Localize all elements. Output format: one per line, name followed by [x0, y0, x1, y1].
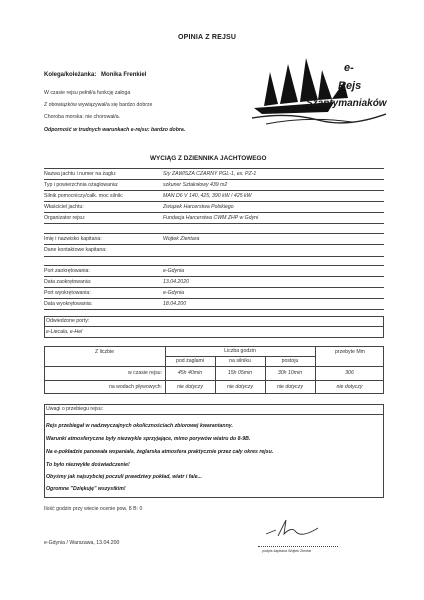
- yacht-value: Związek Harcerstwa Polskiego: [163, 204, 234, 210]
- divider: [44, 276, 384, 277]
- logo-szantymaniakow: Szantymaniaków: [306, 98, 387, 109]
- remarks-line: Obyśmy jak najszybciej poczuli prawdziwy pokład, wiatr i fale...: [46, 474, 202, 480]
- signature-line: [258, 546, 338, 547]
- remarks-line: Ogromne "Dziękuję" wszystkim!: [46, 486, 126, 492]
- statement: Z obowiązków wywiązywał/a się bardzo dobrze: [44, 102, 153, 108]
- divider: [44, 298, 384, 299]
- page-title: OPINIA Z REJSU: [178, 34, 237, 41]
- remarks-line: To było niezwykłe doświadczenie!: [46, 462, 130, 468]
- remarks-label: Uwagi o przebiegu rejsu:: [46, 406, 104, 412]
- divider: [44, 179, 384, 180]
- divider: [44, 309, 384, 310]
- table-row-label: w czasie rejsu:: [127, 370, 162, 376]
- remarks-line: Na e-pokładzie panowała wspaniała, żeglarska atmosfera praktycznie przez cały okres rejsu.: [46, 449, 274, 455]
- table-cell: nie dotyczy: [277, 384, 303, 390]
- port-value: e-Gdynia: [163, 268, 185, 274]
- table-subheader: na silniku: [229, 358, 251, 364]
- signature-caption: podpis kapitana Wojtek Zientar: [262, 549, 312, 553]
- statement: Choroba morska: nie chorował/a.: [44, 114, 121, 120]
- table-cell: 306: [345, 370, 354, 376]
- divider: [44, 414, 384, 415]
- logo-rejs: Rejs: [338, 80, 362, 92]
- table-row-divider: [165, 356, 315, 357]
- port-label: Data zaokrętowania:: [44, 279, 92, 285]
- resilience-note: Odporność w trudnych warunkach e-rejsu: bardzo dobra.: [44, 127, 186, 133]
- port-value: 13.04.2020: [163, 279, 189, 285]
- visited-ports-value: e-Liecala, e-Hel: [46, 329, 83, 335]
- colleague-line: [44, 72, 146, 79]
- yacht-value: Fundacja Harcerstwa CWM ZHP w Gdyni: [163, 215, 259, 221]
- logo-e: e-: [344, 62, 354, 74]
- captain-label: Imię i nazwisko kapitana:: [44, 236, 102, 242]
- captain-value: Wojtek Zientara: [163, 236, 200, 242]
- yacht-value: szkuner Sztaksłowy 439 m2: [163, 182, 228, 188]
- signature: [262, 516, 322, 540]
- table-cell: nie dotyczy: [227, 384, 253, 390]
- divider: [44, 326, 384, 327]
- divider: [44, 168, 384, 169]
- table-cell: 45h 40min: [177, 370, 203, 376]
- table-cell: nie dotyczy: [177, 384, 203, 390]
- visited-ports-label: Odwiedzone porty:: [46, 318, 90, 324]
- table-cell: 30h 10min: [277, 370, 303, 376]
- divider: [44, 223, 384, 224]
- table-header-hours: Liczba godzin: [224, 348, 256, 354]
- divider: [44, 265, 384, 266]
- remarks-line: Rejs przebiegał w nadzwyczajnych okolicznościach zbiorowej kwarantanny.: [46, 423, 233, 429]
- divider: [44, 244, 384, 245]
- table-row-divider: [44, 366, 384, 367]
- statement: W czasie rejsu pełnił/a funkcję załoga: [44, 90, 131, 96]
- yacht-label: Właściciel jachtu:: [44, 204, 84, 210]
- divider: [44, 287, 384, 288]
- ship-icon: [248, 52, 388, 130]
- table-header-sailors: Z liczbie: [94, 349, 115, 355]
- visited-ports-box: [44, 316, 384, 338]
- table-header-distance: przebyte Mm: [335, 349, 365, 355]
- logo: [248, 52, 388, 130]
- divider: [44, 212, 384, 213]
- table-subheader: pod żaglami: [176, 358, 204, 364]
- port-label: Data wyokrętowania:: [44, 301, 93, 307]
- remarks-line: Warunki atmosferyczne były niezwykle sprzyjające, mimo porywów wiatru do 8-9B.: [46, 436, 251, 442]
- yacht-value: MAN D6 V 140, 425, 390 kW / 425 kW: [163, 193, 252, 199]
- yacht-label: Typ i powierzchnia ożaglowania:: [44, 182, 119, 188]
- port-label: Port zaokrętowania:: [44, 268, 90, 274]
- divider: [44, 190, 384, 191]
- divider: [44, 256, 384, 257]
- table-subheader: postoju: [281, 358, 299, 364]
- port-label: Port wyokrętowania:: [44, 290, 91, 296]
- section-title: WYCIĄG Z DZIENNIKA JACHTOWEGO: [150, 155, 267, 162]
- table-row-label: na wodach pływowych:: [108, 384, 162, 390]
- captain-label: Dane kontaktowe kapitana:: [44, 247, 107, 253]
- yacht-label: Nazwa jachtu i numer na żaglu:: [44, 171, 117, 177]
- divider: [44, 233, 384, 234]
- yacht-label: Organizator rejsu:: [44, 215, 86, 221]
- port-value: e-Gdynia: [163, 290, 185, 296]
- yacht-label: Silnik pomocniczy/całk. moc silnik:: [44, 193, 123, 199]
- yacht-value: S/y ZAWISZA CZARNY PGL-1, ex. PZ-1: [163, 171, 257, 177]
- storm-hours-note: Ilość godzin przy wiecie ocenie pow. 8 B: 0: [44, 506, 143, 512]
- colleague-label: Kolega/koleżanka:: [44, 72, 97, 78]
- table-row-divider: [44, 380, 384, 381]
- place-date: e-Gdynia / Warszawa, 13.04.200: [44, 540, 120, 546]
- port-value: 18.04.200: [163, 301, 187, 307]
- divider: [44, 201, 384, 202]
- colleague-name: Monika Frenkiel: [101, 72, 147, 78]
- table-cell: nie dotyczy: [336, 384, 363, 390]
- table-cell: 15h 05min: [227, 370, 253, 376]
